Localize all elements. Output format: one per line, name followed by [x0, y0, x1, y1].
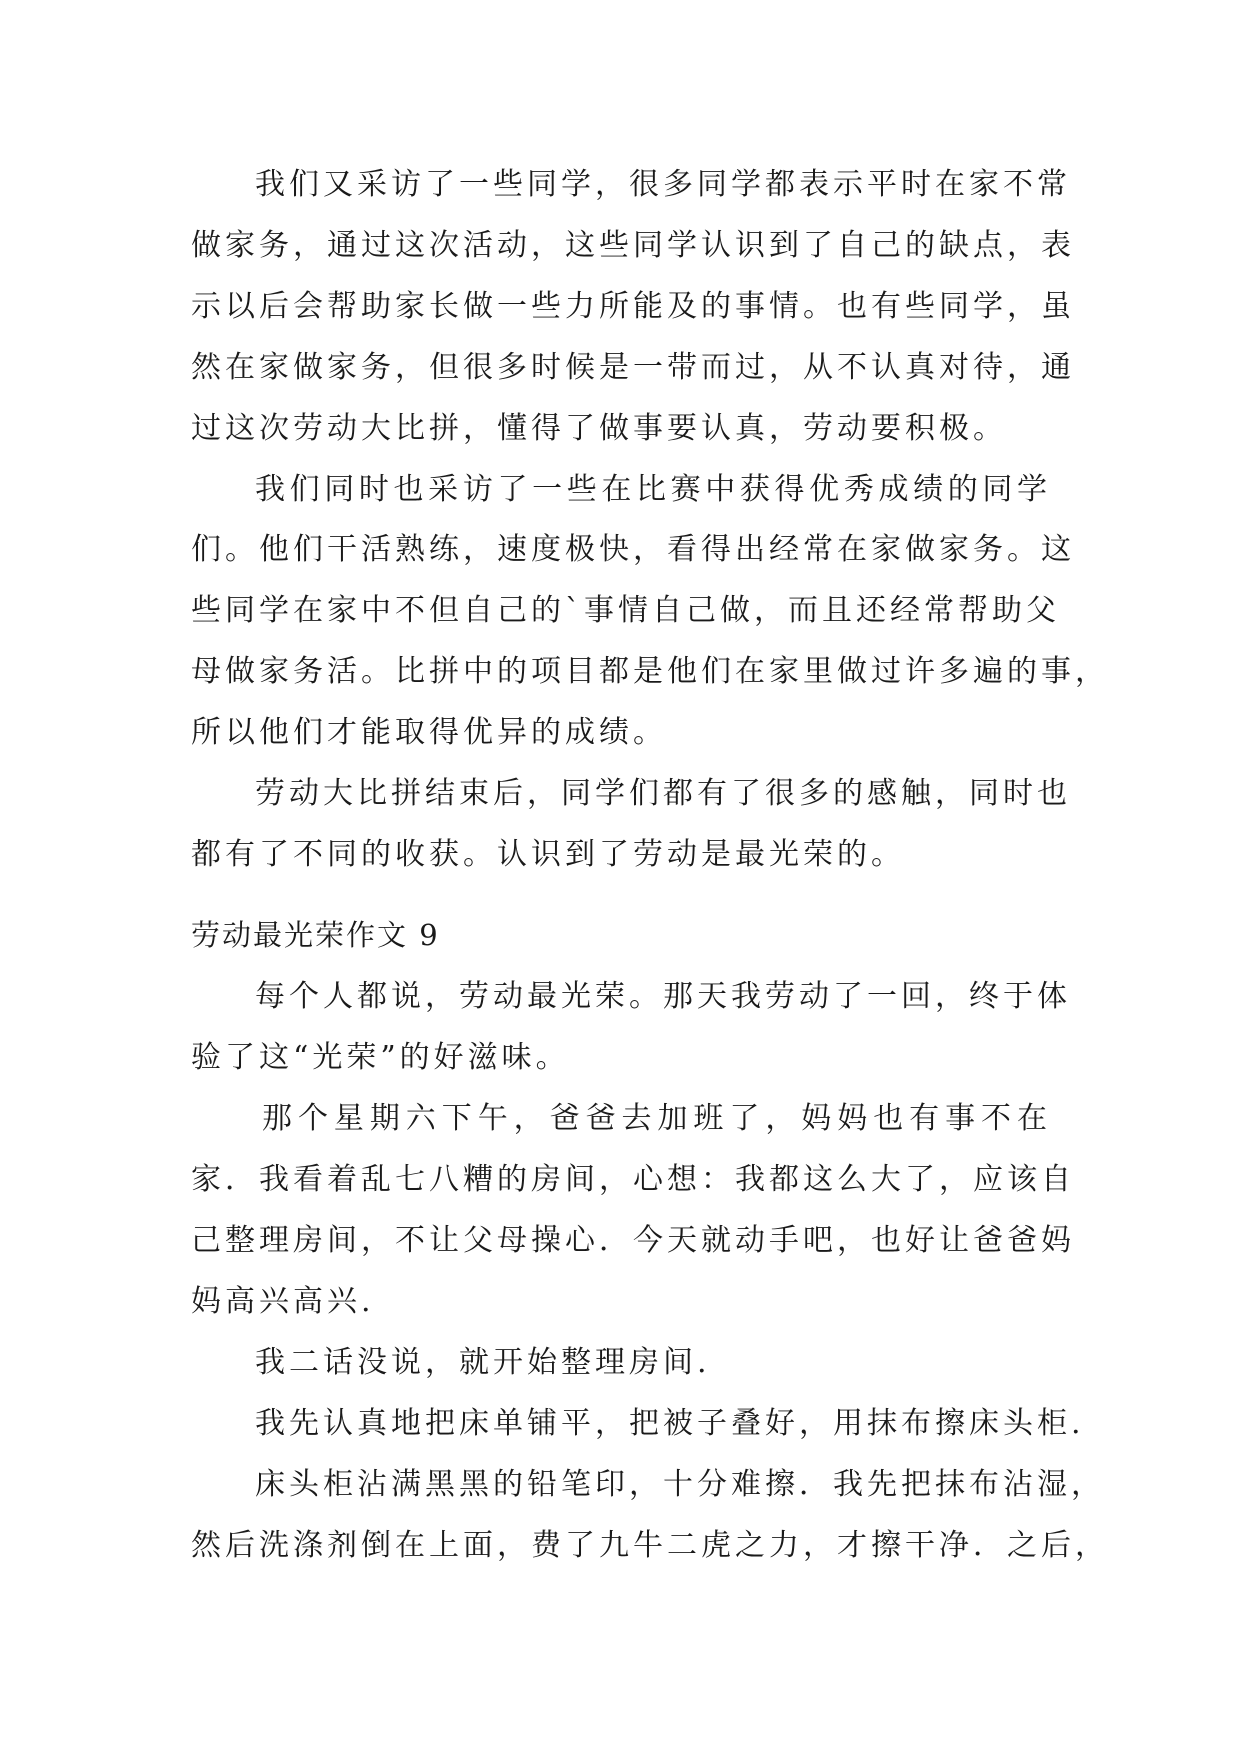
paragraph-1-line-3: 示以后会帮助家长做一些力所能及的事情。也有些同学，虽 [191, 289, 1075, 324]
section-paragraph-5-line-2: 然后洗涤剂倒在上面，费了九牛二虎之力，才擦干净．之后， [191, 1528, 1109, 1563]
section-paragraph-2-line-1: 那个星期六下午，爸爸去加班了，妈妈也有事不在 [262, 1101, 1051, 1136]
paragraph-3-line-1: 劳动大比拼结束后，同学们都有了很多的感触，同时也 [255, 776, 1071, 811]
paragraph-2-line-1: 我们同时也采访了一些在比赛中获得优秀成绩的同学 [255, 472, 1051, 507]
paragraph-2-line-5: 所以他们才能取得优异的成绩。 [191, 715, 667, 750]
section-paragraph-5-line-1: 床头柜沾满黑黑的铅笔印，十分难擦．我先把抹布沾湿， [255, 1467, 1105, 1502]
section-paragraph-1-line-2: 验了这“光荣”的好滋味。 [191, 1040, 570, 1075]
section-paragraph-4-line-1: 我先认真地把床单铺平，把被子叠好，用抹布擦床头柜. [255, 1406, 1085, 1441]
paragraph-2-line-2: 们。他们干活熟练，速度极快，看得出经常在家做家务。这 [191, 532, 1075, 567]
section-paragraph-1-line-1: 每个人都说，劳动最光荣。那天我劳动了一回，终于体 [255, 979, 1071, 1014]
section-paragraph-3-line-1: 我二话没说，就开始整理房间. [255, 1345, 711, 1380]
paragraph-1-line-5: 过这次劳动大比拼，懂得了做事要认真，劳动要积极。 [191, 411, 1007, 446]
section-paragraph-2-line-4: 妈高兴高兴. [191, 1284, 375, 1319]
paragraph-2-line-4: 母做家务活。比拼中的项目都是他们在家里做过许多遍的事， [191, 654, 1109, 689]
section-title: 劳动最光荣作文 9 [191, 918, 440, 952]
section-paragraph-2-line-2: 家．我看着乱七八糟的房间，心想：我都这么大了，应该自 [191, 1162, 1075, 1197]
section-paragraph-2-line-3: 己整理房间，不让父母操心．今天就动手吧，也好让爸爸妈 [191, 1223, 1075, 1258]
paragraph-2-line-3: 些同学在家中不但自己的`事情自己做，而且还经常帮助父 [191, 593, 1060, 628]
paragraph-3-line-2: 都有了不同的收获。认识到了劳动是最光荣的。 [191, 837, 905, 872]
paragraph-1-line-1: 我们又采访了一些同学，很多同学都表示平时在家不常 [255, 167, 1071, 202]
paragraph-1-line-2: 做家务，通过这次活动，这些同学认识到了自己的缺点，表 [191, 228, 1075, 263]
paragraph-1-line-4: 然在家做家务，但很多时候是一带而过，从不认真对待，通 [191, 350, 1075, 385]
